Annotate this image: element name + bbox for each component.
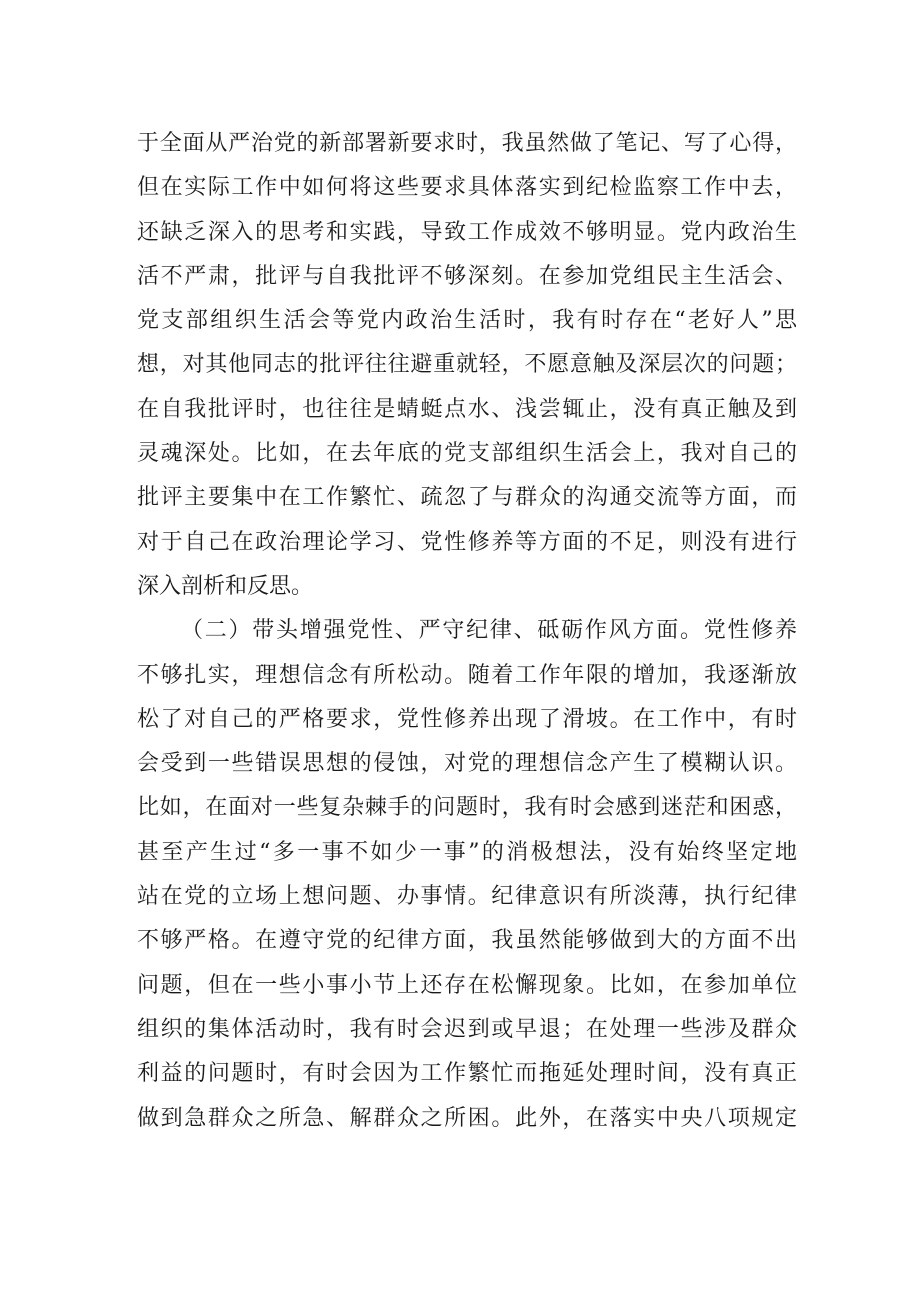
text-line: 不够扎实，理想信念有所松动。随着工作年限的增加，我逐渐放 [137, 662, 797, 688]
text-line: 活不严肃，批评与自我批评不够深刻。在参加党组民主生活会、 [137, 263, 797, 289]
text-line: 做到急群众之所急、解群众之所困。此外，在落实中央八项规定 [137, 1105, 797, 1131]
text-line: 深入剖析和反思。 [137, 573, 314, 599]
text-line: 于全面从严治党的新部署新要求时，我虽然做了笔记、写了心得， [137, 131, 797, 156]
text-line: 想，对其他同志的批评往往避重就轻，不愿意触及深层次的问题； [137, 352, 797, 378]
section-heading-line: （二）带头增强党性、严守纪律、砥砺作风方面。党性修养 [181, 618, 797, 644]
text-line: 站在党的立场上想问题、办事情。纪律意识有所淡薄，执行纪律 [137, 884, 797, 910]
text-line: 利益的问题时，有时会因为工作繁忙而拖延处理时间，没有真正 [137, 1061, 797, 1087]
text-line: 比如，在面对一些复杂棘手的问题时，我有时会感到迷茫和困惑， [137, 795, 797, 821]
text-line: 松了对自己的严格要求，党性修养出现了滑坡。在工作中，有时 [137, 706, 797, 732]
text-line: 灵魂深处。比如，在去年底的党支部组织生活会上，我对自己的 [137, 441, 797, 467]
text-line: 不够严格。在遵守党的纪律方面，我虽然能够做到大的方面不出 [137, 928, 797, 954]
text-line: 还缺乏深入的思考和实践，导致工作成效不够明显。党内政治生 [137, 219, 797, 245]
body-text [137, 122, 797, 1141]
text-line: 党支部组织生活会等党内政治生活时，我有时存在“老好人”思 [137, 308, 797, 334]
text-line: 问题，但在一些小事小节上还存在松懈现象。比如，在参加单位 [137, 972, 797, 998]
text-line: 在自我批评时，也往往是蜻蜓点水、浅尝辄止，没有真正触及到 [137, 396, 797, 422]
text-line: 对于自己在政治理论学习、党性修养等方面的不足，则没有进行 [137, 529, 797, 555]
text-line: 但在实际工作中如何将这些要求具体落实到纪检监察工作中去， [137, 175, 797, 201]
text-line: 会受到一些错误思想的侵蚀，对党的理想信念产生了模糊认识。 [137, 751, 797, 777]
text-line: 批评主要集中在工作繁忙、疏忽了与群众的沟通交流等方面，而 [137, 485, 797, 511]
text-line: 组织的集体活动时，我有时会迟到或早退；在处理一些涉及群众 [137, 1016, 797, 1042]
text-line: 甚至产生过“多一事不如少一事”的消极想法，没有始终坚定地 [137, 839, 797, 865]
